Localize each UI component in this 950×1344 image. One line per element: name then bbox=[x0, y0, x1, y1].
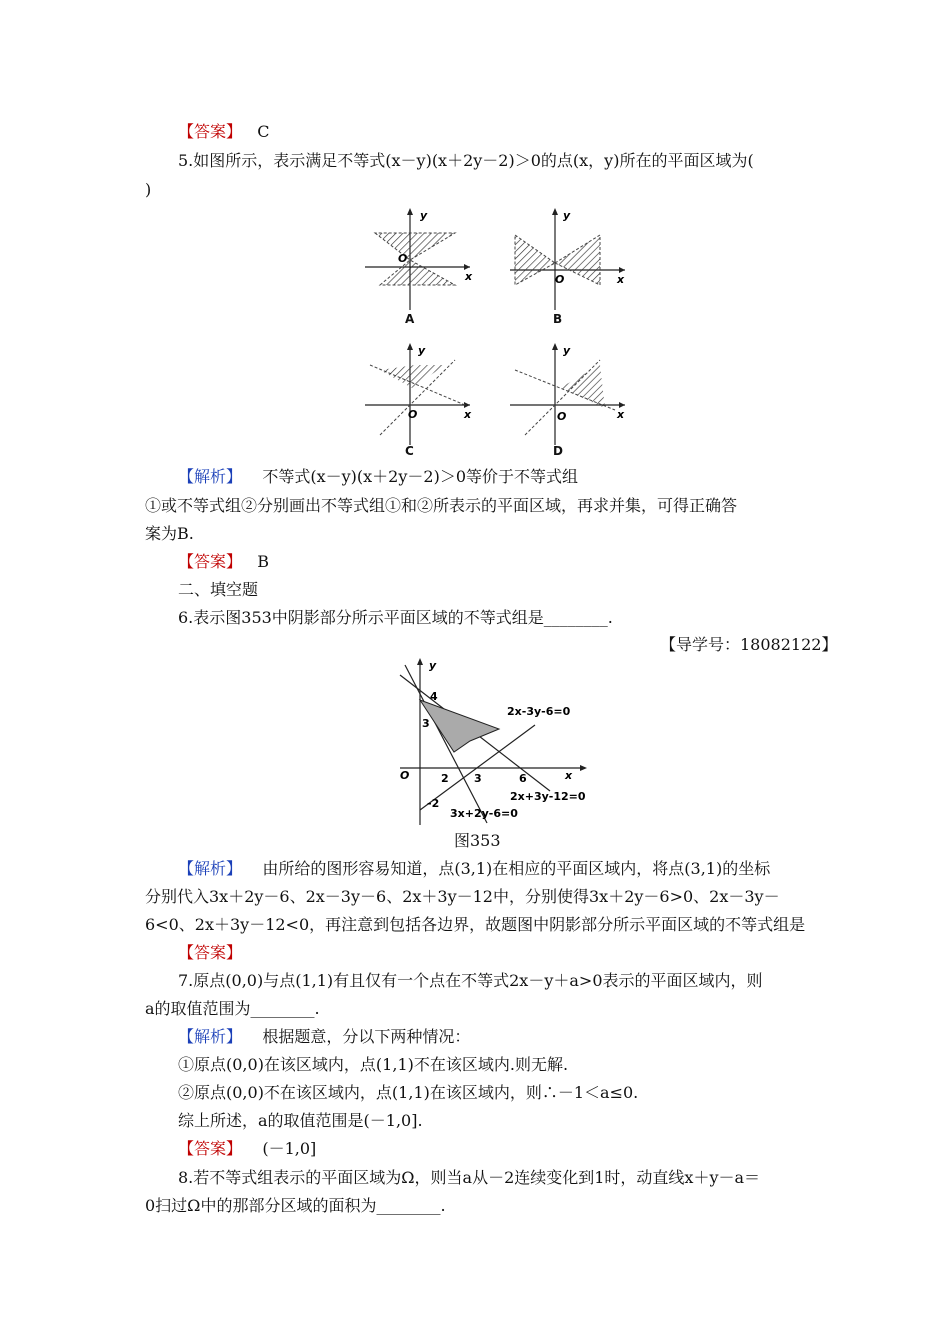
q6-figure bbox=[395, 655, 595, 830]
q5-figure-b bbox=[505, 205, 630, 315]
x-label: x bbox=[617, 408, 625, 421]
origin-label: O bbox=[400, 769, 410, 782]
answer-tag: 【答案】 bbox=[178, 1139, 243, 1158]
origin-label: O bbox=[408, 408, 418, 421]
q6-question-line1: 6.表示图353中阴影部分所示平面区域的不等式组是________. bbox=[178, 608, 613, 627]
answer-tag: 【答案】 bbox=[178, 943, 243, 962]
x-label: x bbox=[464, 408, 472, 421]
shaded-region bbox=[420, 700, 499, 752]
q5-figure-a bbox=[360, 205, 485, 315]
analysis-text: 由所给的图形容易知道，点(3,1)在相应的平面区域内，将点(3,1)的坐标 bbox=[262, 859, 771, 878]
shaded-region bbox=[515, 235, 555, 285]
origin-label: O bbox=[557, 410, 567, 423]
guide-number: 【导学号：18082122】 bbox=[660, 635, 838, 654]
line-label: 2x-3y-6=0 bbox=[507, 705, 571, 718]
line-3x+2y-6 bbox=[405, 665, 487, 823]
q5-figure-d bbox=[505, 340, 630, 450]
q5-question-line2: ) bbox=[145, 180, 152, 199]
analysis-tag: 【解析】 bbox=[178, 1027, 243, 1046]
shaded-region bbox=[375, 233, 455, 260]
q6-analysis-line1 bbox=[178, 858, 770, 880]
shaded-region bbox=[380, 365, 445, 388]
figure-label-d: D bbox=[553, 444, 563, 458]
x-label: x bbox=[465, 270, 473, 283]
analysis-text: 根据题意，分以下两种情况： bbox=[262, 1027, 471, 1046]
analysis-text: 不等式(x－y)(x＋2y－2)＞0等价于不等式组 bbox=[262, 467, 578, 486]
q5-answer-line bbox=[178, 551, 269, 573]
q7-analysis-line3: ②原点(0,0)不在该区域内，点(1,1)在该区域内，则∴－1＜a≤0. bbox=[178, 1083, 639, 1102]
q7-question-line2: a的取值范围为________. bbox=[145, 999, 320, 1018]
q5-analysis-line3: 案为B. bbox=[145, 524, 194, 543]
y-label: y bbox=[420, 209, 428, 222]
y-label: y bbox=[418, 344, 426, 357]
origin-label: O bbox=[398, 252, 408, 265]
line-label: 2x+3y-12=0 bbox=[510, 790, 586, 803]
tick-label: 3 bbox=[474, 772, 482, 785]
shaded-region bbox=[380, 260, 455, 285]
q7-analysis-line2: ①原点(0,0)在该区域内，点(1,1)不在该区域内.则无解. bbox=[178, 1055, 569, 1074]
q5-figure-c bbox=[360, 340, 485, 450]
answer-text: (－1,0] bbox=[262, 1139, 317, 1158]
y-label: y bbox=[429, 659, 437, 672]
figure-label-b: B bbox=[553, 312, 563, 326]
q8-question-line1: 8.若不等式组表示的平面区域为Ω，则当a从－2连续变化到1时，动直线x＋y－a＝ bbox=[178, 1168, 761, 1187]
origin-label: O bbox=[555, 273, 565, 286]
answer-text: B bbox=[257, 552, 270, 571]
x-label: x bbox=[617, 273, 625, 286]
q7-analysis-line4: 综上所述，a的取值范围是(－1,0]. bbox=[178, 1111, 423, 1130]
x-label: x bbox=[565, 769, 573, 782]
y-label: y bbox=[563, 209, 571, 222]
q6-answer-line bbox=[178, 942, 242, 964]
tick-label: 4 bbox=[430, 690, 438, 703]
analysis-tag: 【解析】 bbox=[178, 467, 243, 486]
q8-question-line2: 0扫过Ω中的那部分区域的面积为________. bbox=[145, 1196, 446, 1215]
q7-question-line1: 7.原点(0,0)与点(1,1)有且仅有一个点在不等式2x－y＋a>0表示的平面区域内，则 bbox=[178, 971, 763, 990]
q5-question-line1: 5.如图所示，表示满足不等式(x－y)(x＋2y－2)＞0的点(x，y)所在的平面区域为( bbox=[178, 151, 754, 170]
analysis-tag: 【解析】 bbox=[178, 859, 243, 878]
section-heading: 二、填空题 bbox=[178, 580, 259, 599]
tick-label: 2 bbox=[441, 772, 449, 785]
q5-analysis-line2: ①或不等式组②分别画出不等式组①和②所表示的平面区域，再求并集，可得正确答 bbox=[145, 496, 738, 515]
shaded-region bbox=[560, 365, 605, 408]
figure-caption: 图353 bbox=[454, 831, 501, 850]
answer-tag: 【答案】 bbox=[178, 552, 243, 571]
answer-text: C bbox=[257, 122, 270, 141]
figure-label-a: A bbox=[405, 312, 415, 326]
q7-answer-line bbox=[178, 1138, 316, 1160]
figure-label-c: C bbox=[405, 444, 414, 458]
q7-analysis-line1 bbox=[178, 1026, 470, 1048]
q5-analysis-line1 bbox=[178, 466, 578, 488]
tick-label: -2 bbox=[427, 797, 440, 810]
tick-label: 3 bbox=[422, 717, 430, 730]
answer-tag: 【答案】 bbox=[178, 122, 243, 141]
y-label: y bbox=[563, 344, 571, 357]
tick-label: 6 bbox=[519, 772, 527, 785]
q6-analysis-line2: 分别代入3x＋2y－6、2x－3y－6、2x＋3y－12中，分别使得3x＋2y－6>0、2x－3y－ bbox=[145, 887, 780, 906]
line-label: 3x+2y-6=0 bbox=[450, 807, 518, 820]
q6-analysis-line3: 6<0、2x＋3y－12<0，再注意到包括各边界，故题图中阴影部分所示平面区域的不等式组是 bbox=[145, 915, 806, 934]
q4-answer-line bbox=[178, 121, 270, 143]
